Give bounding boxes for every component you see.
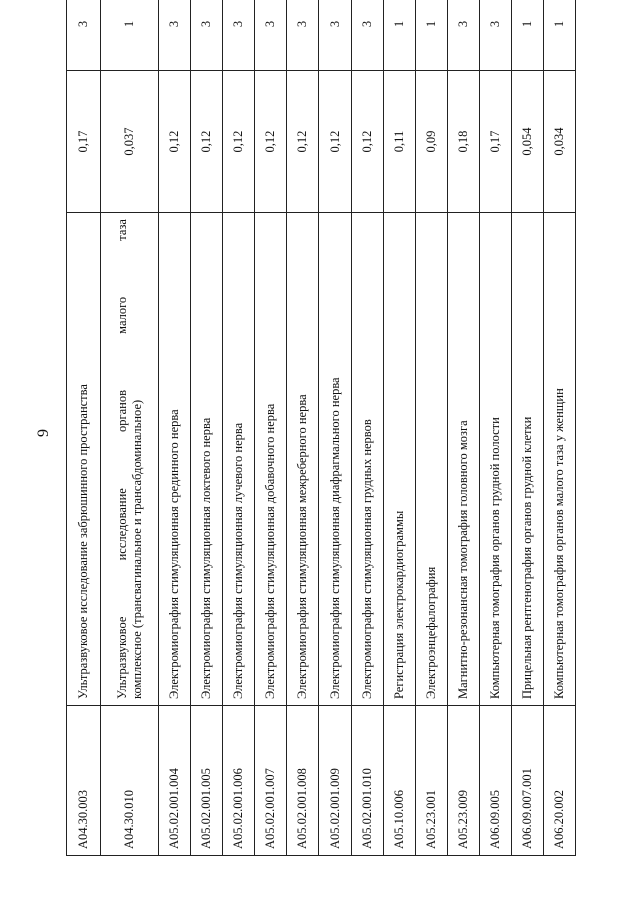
service-name-line2: комплексное (трансвагинальное и трансабдоминальное) xyxy=(129,399,144,699)
service-frequency: 0,18 xyxy=(447,71,479,213)
table-row xyxy=(67,0,101,856)
service-name: Электромиография стимуляционная диафрагмального нерва xyxy=(319,213,351,706)
service-frequency: 0,12 xyxy=(191,71,223,213)
service-name-word: органов xyxy=(114,390,129,433)
service-multiplicity: 1 xyxy=(101,0,159,71)
service-name: Электромиография стимуляционная добавочного нерва xyxy=(255,213,287,706)
service-name: Ультразвуковое исследование забрюшинного пространства xyxy=(67,213,101,706)
service-name: Электромиография стимуляционная межреберного нерва xyxy=(287,213,319,706)
service-multiplicity: 1 xyxy=(415,0,447,71)
service-frequency: 0,12 xyxy=(159,71,191,213)
table-row xyxy=(287,0,319,856)
table-row xyxy=(159,0,191,856)
service-name: Компьютерная томография органов малого таза у женщин xyxy=(543,213,575,706)
service-frequency: 0,09 xyxy=(415,71,447,213)
table-row xyxy=(319,0,351,856)
service-code: A05.23.009 xyxy=(447,706,479,856)
service-code: A05.02.001.005 xyxy=(191,706,223,856)
table-row xyxy=(383,0,415,856)
table-row xyxy=(511,0,543,856)
service-code: A04.30.010 xyxy=(101,706,159,856)
service-name xyxy=(101,213,159,706)
service-code: A05.02.001.006 xyxy=(223,706,255,856)
service-code: A04.30.003 xyxy=(67,706,101,856)
service-multiplicity: 3 xyxy=(351,0,383,71)
services-table xyxy=(66,0,576,856)
service-code: A05.23.001 xyxy=(415,706,447,856)
service-name-word: малого xyxy=(114,296,129,334)
table-row xyxy=(255,0,287,856)
service-name: Электромиография стимуляционная грудных нервов xyxy=(351,213,383,706)
service-name: Электромиография стимуляционная локтевого нерва xyxy=(191,213,223,706)
service-name-word: исследование xyxy=(114,488,129,561)
service-frequency: 0,12 xyxy=(255,71,287,213)
table-row xyxy=(223,0,255,856)
service-frequency: 0,034 xyxy=(543,71,575,213)
service-frequency: 0,12 xyxy=(223,71,255,213)
service-frequency: 0,054 xyxy=(511,71,543,213)
service-frequency: 0,12 xyxy=(351,71,383,213)
service-name: Электромиография стимуляционная лучевого нерва xyxy=(223,213,255,706)
service-multiplicity: 1 xyxy=(543,0,575,71)
service-code: A05.02.001.007 xyxy=(255,706,287,856)
service-multiplicity: 1 xyxy=(511,0,543,71)
service-frequency: 0,12 xyxy=(287,71,319,213)
table-row xyxy=(543,0,575,856)
service-multiplicity: 3 xyxy=(479,0,511,71)
service-frequency: 0,17 xyxy=(479,71,511,213)
service-multiplicity: 3 xyxy=(67,0,101,71)
table-row xyxy=(351,0,383,856)
service-code: A05.10.006 xyxy=(383,706,415,856)
services-table-container xyxy=(66,20,576,856)
service-multiplicity: 3 xyxy=(159,0,191,71)
page-number: 9 xyxy=(35,429,52,437)
services-table-rotated xyxy=(66,20,576,856)
service-code: A05.02.001.009 xyxy=(319,706,351,856)
service-code: A05.02.001.010 xyxy=(351,706,383,856)
service-code: A06.09.007.001 xyxy=(511,706,543,856)
service-multiplicity: 3 xyxy=(255,0,287,71)
service-name: Прицельная рентгенография органов грудной клетки xyxy=(511,213,543,706)
service-frequency: 0,17 xyxy=(67,71,101,213)
service-multiplicity: 3 xyxy=(447,0,479,71)
table-row xyxy=(191,0,223,856)
service-code: A05.02.001.004 xyxy=(159,706,191,856)
service-frequency: 0,037 xyxy=(101,71,159,213)
service-name: Компьютерная томография органов грудной полости xyxy=(479,213,511,706)
service-multiplicity: 3 xyxy=(191,0,223,71)
service-multiplicity: 3 xyxy=(287,0,319,71)
table-row xyxy=(447,0,479,856)
service-code: A05.02.001.008 xyxy=(287,706,319,856)
service-name-line1 xyxy=(115,219,130,699)
table-row xyxy=(415,0,447,856)
service-frequency: 0,12 xyxy=(319,71,351,213)
service-name: Электромиография стимуляционная срединного нерва xyxy=(159,213,191,706)
table-row xyxy=(101,0,159,856)
service-frequency: 0,11 xyxy=(383,71,415,213)
service-name: Электроэнцефалография xyxy=(415,213,447,706)
service-multiplicity: 1 xyxy=(383,0,415,71)
service-name: Магнитно-резонансная томография головного мозга xyxy=(447,213,479,706)
service-multiplicity: 3 xyxy=(223,0,255,71)
service-multiplicity: 3 xyxy=(319,0,351,71)
service-name: Регистрация электрокардиограммы xyxy=(383,213,415,706)
service-code: A06.09.005 xyxy=(479,706,511,856)
table-row xyxy=(479,0,511,856)
service-name-word: Ультразвуковое xyxy=(114,616,129,699)
service-name-word: таза xyxy=(114,219,129,241)
service-code: A06.20.002 xyxy=(543,706,575,856)
